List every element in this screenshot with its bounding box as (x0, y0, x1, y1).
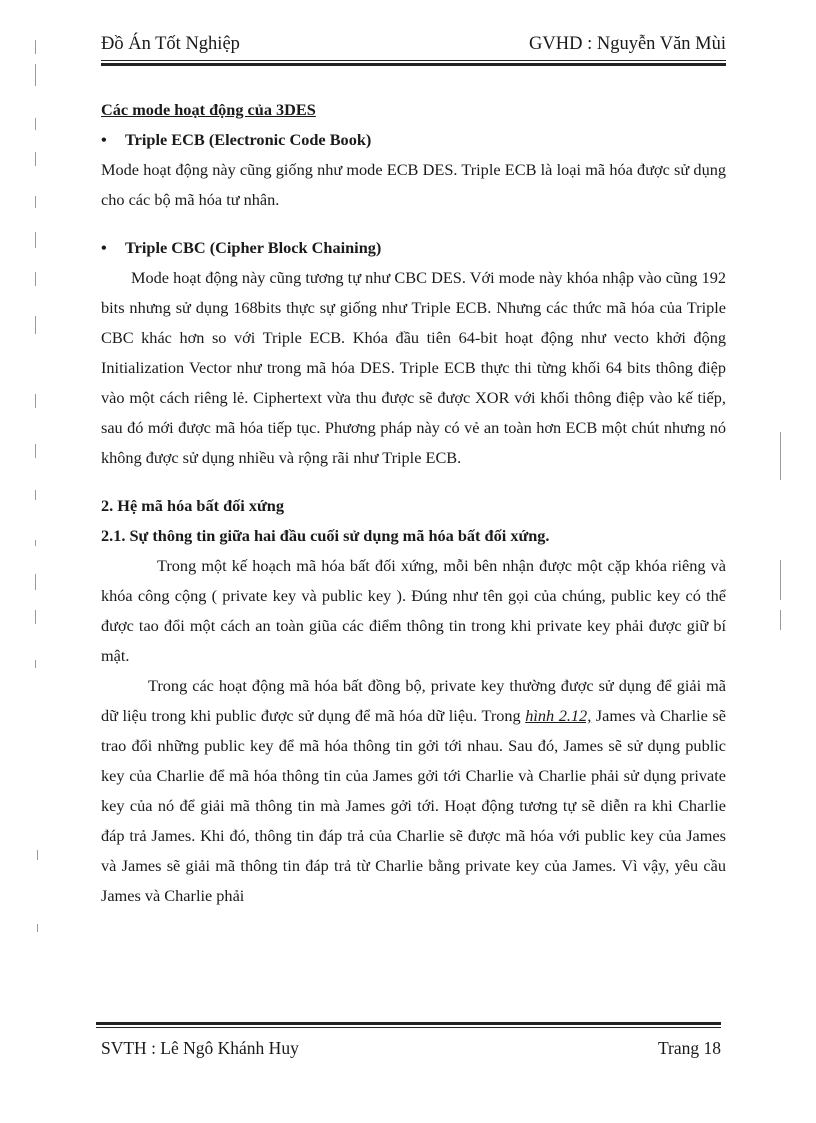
scan-mark (35, 118, 36, 130)
paragraph-text-after: James và Charlie sẽ trao đổi những public key để mã hóa thông tin gởi tới nhau. Sau đó, James sẽ sử dụng public key của Charlie để mã hóa thông tin của James gởi tới Charlie và Charlie phải sử dụng private key của nó để giải mã thông tin mà James gởi tới. Hoạt động tương tự sẽ diễn ra khi Charlie đáp trả James. Khi đó, thông tin đáp trả của Charlie sẽ được mã hóa với public key của James và James sẽ giải mã thông tin đáp trả từ Charlie bằng private key của James. Vì vậy, yêu cầu James và Charlie phải (101, 706, 726, 905)
bullet-icon: • (101, 130, 107, 149)
bullet-heading-cbc (101, 233, 726, 263)
section-title: Các mode hoạt động của 3DES (101, 100, 316, 119)
page-body (101, 95, 726, 911)
paragraph-key-pair: Trong một kế hoạch mã hóa bất đối xứng, mỗi bên nhận được một cặp khóa riêng và khóa công cộng ( private key và public key ). Đúng như tên gọi của chúng, public key có thể được tao đổi một cách an toàn giũa các điểm thông tin trong khi private key phải được giữ bí mật. (101, 556, 726, 665)
bullet-heading-ecb (101, 125, 726, 155)
scan-mark (780, 560, 781, 600)
header-rule-thin (101, 60, 726, 61)
heading-ecb: Triple ECB (Electronic Code Book) (125, 130, 372, 149)
header-title: Đồ Án Tốt Nghiệp (101, 34, 240, 54)
footer-student: SVTH : Lê Ngô Khánh Huy (101, 1038, 299, 1058)
scan-mark (35, 196, 36, 208)
scan-mark (37, 924, 38, 932)
scan-mark (35, 540, 36, 546)
paragraph-text-before: Trong các hoạt động mã hóa bất đồng bộ, private key thường được sử dụng để giải mã dữ liệu trong khi public được sử dụng để mã hóa dữ liệu. Trong (101, 676, 726, 725)
header-rule-thick (101, 63, 726, 66)
spacer (101, 473, 726, 491)
scan-mark (35, 316, 36, 334)
scan-mark (37, 850, 38, 860)
scan-mark (35, 394, 36, 408)
scan-mark (35, 574, 36, 590)
spacer (101, 215, 726, 233)
scan-mark (35, 40, 36, 54)
footer-rule-thick (96, 1022, 721, 1025)
scan-mark (780, 432, 781, 480)
scan-mark (35, 152, 36, 166)
scan-mark (35, 232, 36, 248)
scan-mark (35, 610, 36, 624)
scan-mark (35, 490, 36, 500)
page-header (101, 30, 726, 60)
paragraph-asymmetric-ops (101, 671, 726, 911)
bullet-icon: • (101, 238, 107, 257)
page-number: Trang 18 (657, 1038, 721, 1058)
scan-mark (780, 610, 781, 630)
scan-mark (35, 272, 36, 286)
scan-mark (35, 64, 36, 86)
heading-asymmetric: 2. Hệ mã hóa bất đối xứng (101, 496, 285, 515)
heading-asymmetric-communication: 2.1. Sự thông tin giữa hai đầu cuối sử dụng mã hóa bất đối xứng. (101, 526, 550, 545)
heading-cbc: Triple CBC (Cipher Block Chaining) (125, 238, 382, 257)
header-supervisor: GVHD : Nguyễn Văn Mùi (529, 34, 726, 54)
scan-mark (35, 660, 36, 668)
footer-rule-thin (96, 1027, 721, 1028)
paragraph-cbc: Mode hoạt động này cũng tương tự như CBC DES. Với mode này khóa nhập vào cũng 192 bits nhưng sử dụng 168bits thực sự giống như Triple ECB. Nhưng các thức mã hóa của Triple CBC khác hơn so với Triple ECB. Khóa đầu tiên 64-bit hoạt động như vecto khởi động Initialization Vector như trong mã hóa DES. Triple ECB thực thi từng khối 64 bits thông điệp vào một cách riêng lẻ. Ciphertext vừa thu được sẽ được XOR với khối thông điệp vào kế tiếp, sau đó mới được mã hóa tiếp tục. Phương pháp này có vẻ an toàn hơn ECB một chút nhưng nó không được sử dụng nhiều và rộng rãi như Triple ECB. (101, 268, 726, 467)
paragraph-ecb: Mode hoạt động này cũng giống như mode ECB DES. Triple ECB là loại mã hóa được sử dụng cho các bộ mã hóa tư nhân. (101, 160, 726, 209)
scan-mark (35, 444, 36, 458)
figure-reference: hình 2.12, (525, 706, 592, 725)
